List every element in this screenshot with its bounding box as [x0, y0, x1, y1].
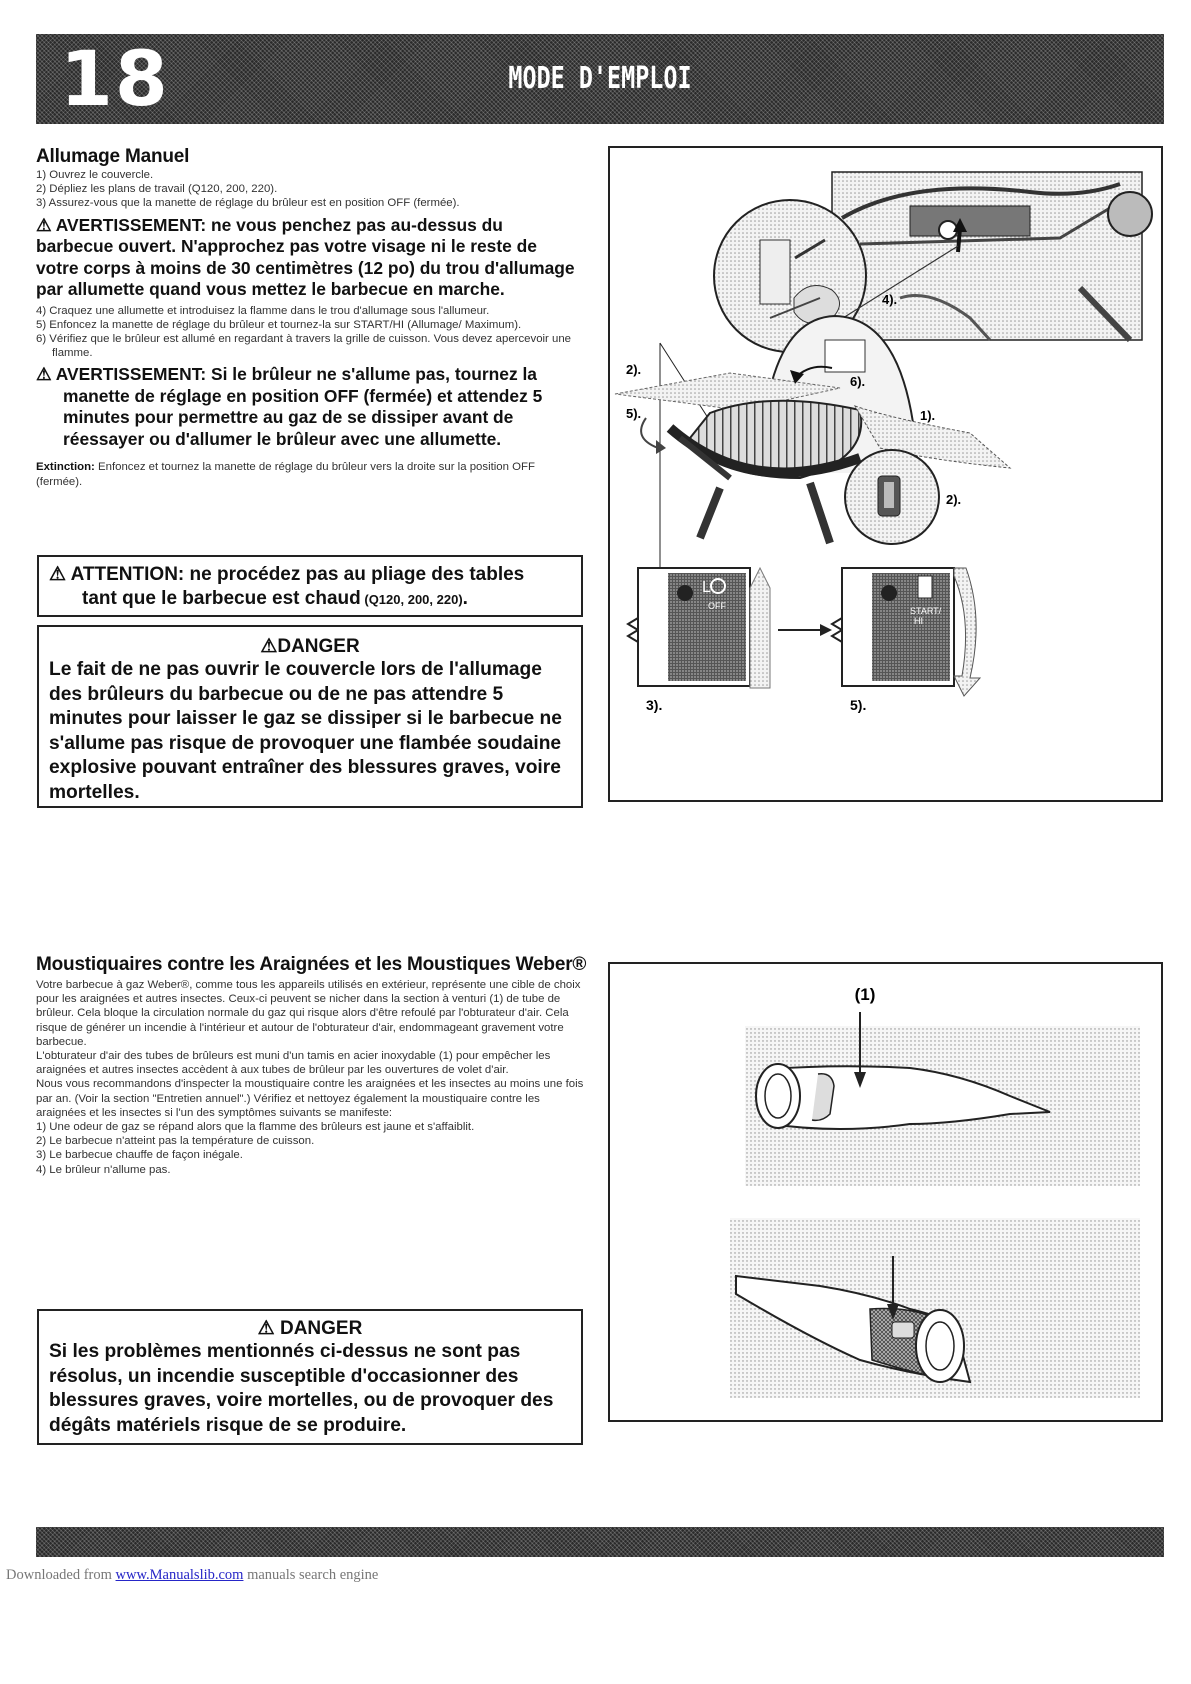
symptom-4: 4) Le brûleur n'allume pas. [36, 1163, 171, 1176]
page-number: 18 [60, 34, 170, 123]
label-step-5: 5). [626, 406, 642, 421]
knob-detail-circle [845, 450, 939, 544]
warning-lean: ⚠ AVERTISSEMENT: ne vous penchez pas au-dessus du barbecue ouvert. N'approchez pas votre visage ni le reste de votre corps à moins de 30 centimètres (12 po) du trou d'allumage par allumette quand vous mettez le barbecue en marche. [36, 214, 575, 300]
symptom-1: 1) Une odeur de gaz se répand alors que la flamme des brûleurs est jaune et s'affaiblit. [36, 1121, 475, 1134]
label-step-2a: 2). [626, 362, 642, 377]
manual-lighting-section [36, 146, 596, 489]
label-step-4: 4). [882, 292, 898, 307]
grill-illustration [610, 148, 1161, 800]
footer-suffix: manuals search engine [243, 1567, 379, 1583]
spider-paragraph-2: L'obturateur d'air des tubes de brûleurs est muni d'un tamis en acier inoxydable (1) pour empêcher les araignées et autres insectes accèdent à aux tubes de brûleur par les ouvertures de volet d'air. [36, 1050, 551, 1077]
burner-tube-figure [608, 962, 1163, 1422]
attention-line-1: ⚠ ATTENTION: ne procédez pas au pliage des tables [49, 564, 525, 585]
symptom-3: 3) Le barbecue chauffe de façon inégale. [36, 1149, 243, 1162]
grill-figure [608, 146, 1163, 802]
label-step-1: 1). [920, 408, 936, 423]
venturi-tube-bottom [730, 1218, 1140, 1398]
manualslib-link[interactable]: www.Manualslib.com [115, 1567, 244, 1583]
attention-hot: tant que le barbecue est chaud [82, 588, 361, 609]
extinction-label: Extinction: [36, 461, 95, 474]
warning-no-ignite-rest: manette de réglage en position OFF (fermée) et attendez 5 minutes pour permettre au gaz de se dissiper avant de réessayer ou d'allumer le brûleur avec une allumette. [63, 385, 543, 449]
burner-tube-illustration [610, 964, 1161, 1420]
knob-start-label: START/ [910, 606, 942, 616]
step-2: 2) Dépliez les plans de travail (Q120, 200, 220). [36, 183, 278, 196]
knob-off-label: OFF [708, 601, 726, 611]
symptom-2: 2) Le barbecue n'atteint pas la température de cuisson. [36, 1135, 315, 1148]
danger-box-lighting [37, 625, 583, 808]
label-step-6: 6). [850, 374, 866, 389]
extinction-text: Enfoncez et tournez la manette de réglage du brûleur vers la droite sur la position OFF (fermée). [36, 461, 535, 488]
spider-paragraph-3: Nous vous recommandons d'inspecter la moustiquaire contre les araignées et les insectes au moins une fois par an. (Voir la section "Entretien annuel".) Vérifiez et nettoyez également la moustiquaire contre les araignées et les insectes si l'un des symptômes suivants se manifeste: [36, 1078, 584, 1119]
steps-list-b [36, 304, 596, 361]
header-title: MODE D'EMPLOI [508, 61, 692, 96]
label-step-2b: 2). [946, 492, 962, 507]
attention-line-2 [49, 587, 571, 612]
knob-label-3: 3). [646, 697, 663, 713]
tube-label-top: (1) [854, 985, 876, 1004]
svg-text:L: L [702, 579, 711, 596]
spider-screen-section [36, 954, 596, 1177]
steps-list-a [36, 168, 596, 211]
spider-text [36, 978, 584, 1177]
step-4: 4) Craquez une allumette et introduisez la flamme dans le trou d'allumage sous l'allumeur. [36, 304, 490, 317]
attention-box [37, 555, 583, 617]
extinction-paragraph [36, 460, 556, 488]
page-header [36, 34, 1164, 124]
warning-no-ignite-first: ⚠ AVERTISSEMENT: Si le brûleur ne s'allume pas, tournez la [36, 364, 537, 385]
danger-title-1: ⚠DANGER [260, 636, 360, 657]
danger-box-spider [37, 1309, 583, 1445]
footer-bar [36, 1527, 1164, 1557]
danger-text-2: Si les problèmes mentionnés ci-dessus ne sont pas résolus, un incendie susceptible d'occasionner des blessures graves, voire mortelles, ou de provoquer des dégâts matériels risque de se produire. [49, 1341, 554, 1436]
knob-label-5: 5). [850, 697, 867, 713]
step-3: 3) Assurez-vous que la manette de réglage du brûleur est en position OFF (fermée). [36, 197, 460, 210]
step-6: 6) Vérifiez que le brûleur est allumé en regardant à travers la grille de cuisson. Vous devez apercevoir une flamme. [36, 333, 572, 360]
danger-title-2: ⚠ DANGER [257, 1318, 363, 1339]
step-5: 5) Enfoncez la manette de réglage du brûleur et tournez-la sur START/HI (Allumage/ Maximum). [36, 318, 522, 331]
footer-prefix: Downloaded from [6, 1567, 116, 1583]
knob-off-illustration [628, 568, 770, 688]
download-footer [6, 1567, 378, 1584]
section-title-spider: Moustiquaires contre les Araignées et les Moustiques Weber® [36, 954, 587, 975]
arrow-between-knobs-icon [778, 624, 832, 636]
danger-text-1: Le fait de ne pas ouvrir le couvercle lors de l'allumage des brûleurs du barbecue ou de ne pas attendre 5 minutes pour laisser le gaz se dissiper si le barbecue ne s'allume pas risque de provoquer une flambée soudaine explosive pouvant entraîner des blessures graves, voire mortelles. [49, 659, 562, 803]
attention-models: (Q120, 200, 220) [360, 592, 463, 607]
venturi-tube-top [745, 1012, 1140, 1186]
section-title-manual-lighting: Allumage Manuel [36, 146, 190, 167]
warning-no-ignite [36, 364, 596, 450]
knob-hi-label: HI [914, 616, 923, 626]
knob-start-illustration [832, 568, 980, 696]
attention-end: . [462, 588, 468, 609]
ignition-detail-inset [832, 172, 1152, 340]
step-1: 1) Ouvrez le couvercle. [36, 169, 154, 181]
spider-paragraph-1: Votre barbecue à gaz Weber®, comme tous les appareils utilisés en extérieur, représente une cible de choix pour les araignées et autres insectes. Ceux-ci peuvent se nicher dans la section à venturi (1) de tube de brûleur. Cela bloque la circulation normale du gaz qui risque alors d'être refoulé par l'obturateur d'air. Cela risque de générer un incendie à l'intérieur et autour de l'obturateur d'air, endommageant gravement votre barbecue. [36, 979, 581, 1048]
